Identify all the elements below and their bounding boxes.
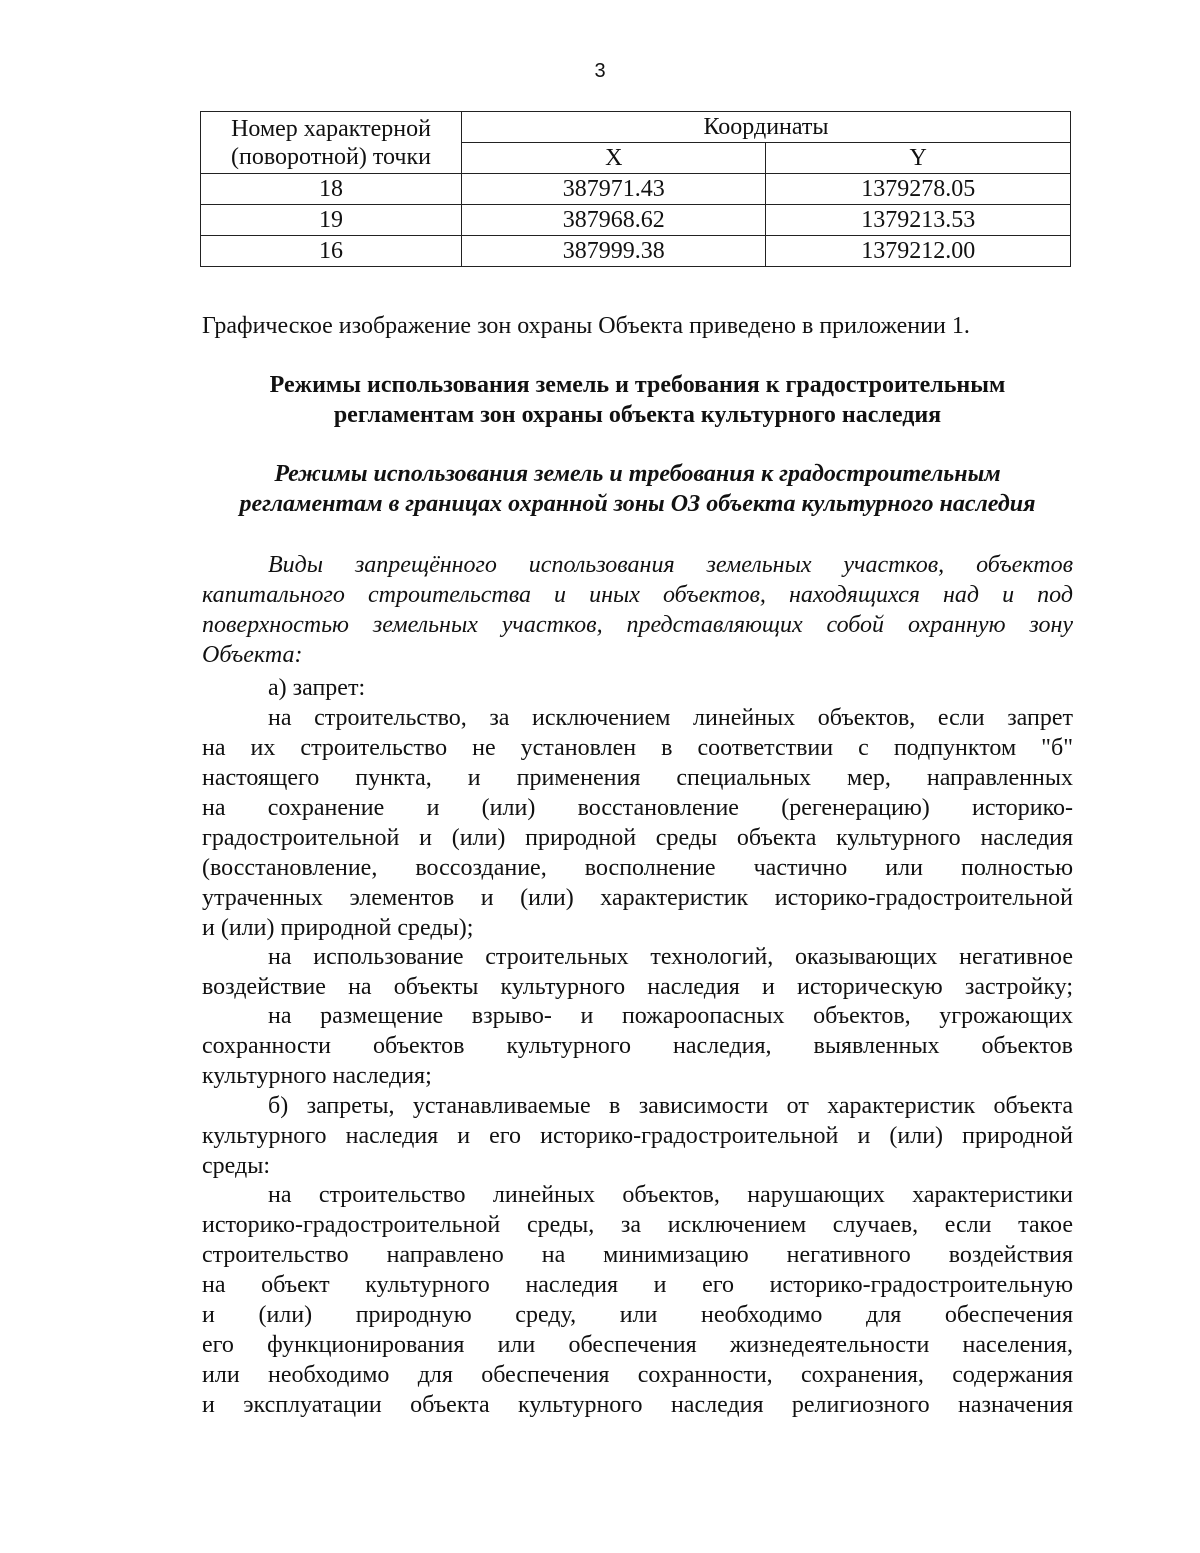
- text-line: на сохранение и (или) восстановление (регенерацию) историко-: [202, 795, 1073, 821]
- subsection-heading-line1: Режимы использования земель и требования к градостроительным: [274, 461, 1001, 487]
- text-line: среды:: [202, 1153, 270, 1179]
- text-line: воздействие на объекты культурного наследия и историческую застройку;: [202, 974, 1073, 1000]
- header-x-cell: X: [462, 143, 766, 174]
- header-point-line2: (поворотной) точки: [231, 143, 431, 170]
- paragraph-hazard-ban: [202, 1001, 1073, 1091]
- intro-paragraph: [202, 550, 1073, 670]
- subsection-heading: [202, 459, 1073, 519]
- paragraph-linear-objects-ban: [202, 1180, 1073, 1420]
- text-line: утраченных элементов и (или) характеристик историко-градостроительной: [202, 885, 1073, 911]
- paragraph-technologies-ban: [202, 942, 1073, 1002]
- header-coords-cell: Координаты: [462, 112, 1071, 143]
- table-header-row: [201, 112, 1071, 143]
- text-line: культурного наследия и его историко-градостроительной и (или) природной: [202, 1123, 1073, 1149]
- header-point-cell: [201, 112, 462, 174]
- text-line: б) запреты, устанавливаемые в зависимости от характеристик объекта: [268, 1093, 1073, 1119]
- text-line: Виды запрещённого использования земельных участков, объектов: [268, 552, 1073, 578]
- text-line: строительство направлено на минимизацию негативного воздействия: [202, 1242, 1073, 1268]
- page-number: 3: [594, 60, 606, 82]
- text-line: и (или) природную среду, или необходимо для обеспечения: [202, 1302, 1073, 1328]
- text-line: его функционирования или обеспечения жизнедеятельности населения,: [202, 1332, 1073, 1358]
- header-y-cell: Y: [766, 143, 1071, 174]
- text-line: на строительство линейных объектов, нарушающих характеристики: [268, 1182, 1073, 1208]
- text-line: градостроительной и (или) природной среды объекта культурного наследия: [202, 825, 1073, 851]
- y-cell: 1379213.53: [766, 205, 1071, 236]
- y-cell: 1379212.00: [766, 236, 1071, 267]
- text-line: или необходимо для обеспечения сохранности, сохранения, содержания: [202, 1362, 1073, 1388]
- table-row: [201, 174, 1071, 205]
- subsection-heading-line2: регламентам в границах охранной зоны ОЗ объекта культурного наследия: [239, 491, 1036, 517]
- text-line: на размещение взрыво- и пожароопасных объектов, угрожающих: [268, 1003, 1073, 1029]
- text-line: настоящего пункта, и применения специальных мер, направленных: [202, 765, 1073, 791]
- table-row: [201, 205, 1071, 236]
- header-point-line1: Номер характерной: [231, 115, 431, 142]
- text-line: поверхностью земельных участков, представляющих собой охранную зону: [202, 612, 1073, 638]
- item-b: [202, 1091, 1073, 1181]
- text-line: сохранности объектов культурного наследия, выявленных объектов: [202, 1033, 1073, 1059]
- text-line: на их строительство не установлен в соответствии с подпунктом "б": [202, 735, 1073, 761]
- section-heading: [202, 370, 1073, 430]
- text-line: а) запрет:: [268, 675, 366, 701]
- text-line: историко-градостроительной среды, за исключением случаев, если такое: [202, 1212, 1073, 1238]
- item-a: [202, 673, 1073, 703]
- paragraph-construction-ban: [202, 703, 1073, 943]
- text-line: и (или) природной среды);: [202, 915, 474, 941]
- x-cell: 387971.43: [462, 174, 766, 205]
- text-line: на строительство, за исключением линейных объектов, если запрет: [268, 705, 1073, 731]
- x-cell: 387968.62: [462, 205, 766, 236]
- section-heading-line1: Режимы использования земель и требования к градостроительным: [269, 372, 1006, 398]
- graphic-note: Графическое изображение зон охраны Объекта приведено в приложении 1.: [202, 313, 970, 339]
- text-line: (восстановление, воссоздание, восполнение частично или полностью: [202, 855, 1073, 881]
- text-line: на использование строительных технологий, оказывающих негативное: [268, 944, 1073, 970]
- text-line: на объект культурного наследия и его историко-градостроительную: [202, 1272, 1073, 1298]
- text-line: капитального строительства и иных объектов, находящихся над и под: [202, 582, 1073, 608]
- x-cell: 387999.38: [462, 236, 766, 267]
- y-cell: 1379278.05: [766, 174, 1071, 205]
- point-cell: 16: [201, 236, 462, 267]
- table-row: [201, 236, 1071, 267]
- text-line: Объекта:: [202, 642, 303, 668]
- point-cell: 18: [201, 174, 462, 205]
- text-line: культурного наследия;: [202, 1063, 432, 1089]
- section-heading-line2: регламентам зон охраны объекта культурного наследия: [333, 402, 942, 428]
- text-line: и эксплуатации объекта культурного наследия религиозного назначения: [202, 1392, 1073, 1418]
- coordinates-table: [200, 111, 1071, 267]
- point-cell: 19: [201, 205, 462, 236]
